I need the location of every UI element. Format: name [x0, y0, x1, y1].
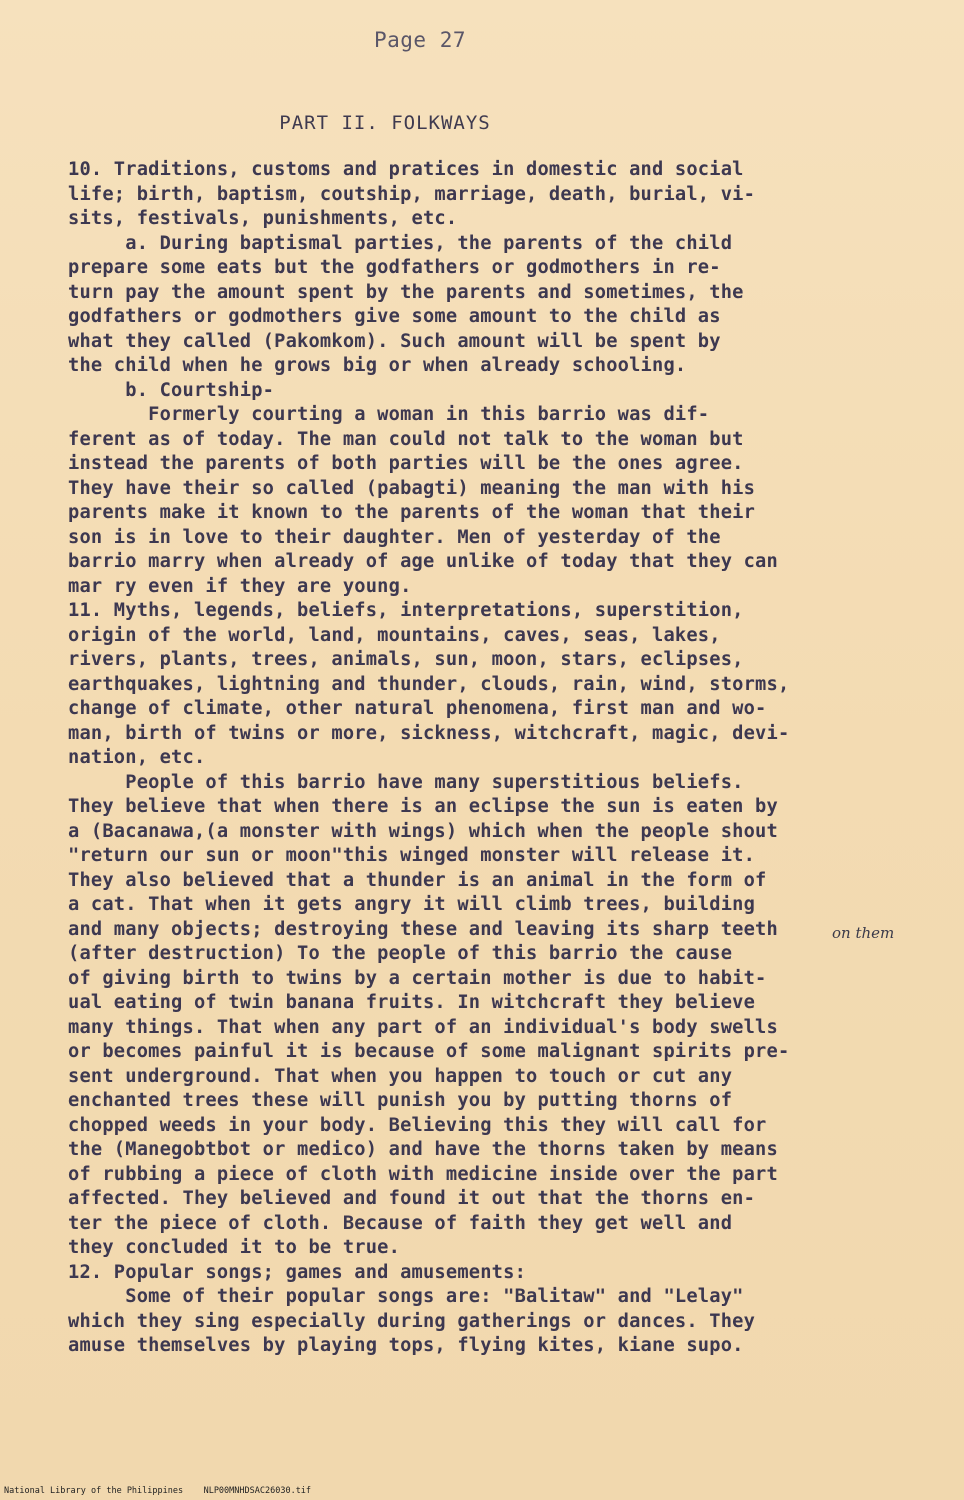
text-line: chopped weeds in your body. Believing this they will call for: [68, 1114, 767, 1136]
text-line: People of this barrio have many superstitious beliefs.: [68, 771, 744, 793]
text-line: parents make it known to the parents of the woman that their: [68, 502, 756, 523]
text-line: earthquakes, lightning and thunder, clouds, rain, wind, storms,: [68, 673, 790, 695]
text-line: They believe that when there is an eclipse the sun is eaten by: [68, 796, 778, 817]
text-line: Formerly courting a woman in this barrio was dif-: [68, 404, 710, 425]
text-line: ual eating of twin banana fruits. In witchcraft they believe: [68, 992, 756, 1013]
text-line: son is in love to their daughter. Men of yesterday of the: [68, 526, 721, 548]
text-line: b. Courtship-: [68, 379, 275, 401]
text-line: prepare some eats but the godfathers or godmothers in re-: [68, 257, 721, 278]
text-line: or becomes painful it is because of some malignant spirits pre-: [68, 1041, 790, 1062]
text-line: many things. That when any part of an individual's body swells: [68, 1016, 778, 1038]
text-line: affected. They believed and found it out that the thorns en-: [68, 1188, 756, 1209]
text-line: sits, festivals, punishments, etc.: [68, 208, 458, 229]
text-line: which they sing especially during gatherings or dances. They: [68, 1310, 756, 1332]
text-line: (after destruction) To the people of this barrio the cause: [68, 943, 733, 964]
text-line: a (Bacanawa,(a monster with wings) which when the people shout: [68, 820, 778, 842]
text-line: man, birth of twins or more, sickness, witchcraft, magic, devi-: [68, 722, 790, 744]
text-line: enchanted trees these will punish you by putting thorns of: [68, 1090, 733, 1111]
text-line: the child when he grows big or when already schooling.: [68, 355, 687, 376]
text-line: 12. Popular songs; games and amusements:: [68, 1261, 527, 1283]
text-line: 11. Myths, legends, beliefs, interpretations, superstition,: [68, 600, 744, 621]
text-line: a. During baptismal parties, the parents of the child: [68, 232, 733, 254]
text-line: mar ry even if they are young.: [68, 575, 412, 597]
text-line: They have their so called (pabagti) meaning the man with his: [68, 477, 756, 499]
text-line: what they called (Pakomkom). Such amount will be spent by: [68, 330, 721, 352]
body-text: [68, 158, 868, 1359]
text-line: They also believed that a thunder is an animal in the form of: [68, 869, 767, 891]
part-title: PART II. FOLKWAYS: [279, 112, 491, 134]
text-line: turn pay the amount spent by the parents and sometimes, the: [68, 281, 744, 303]
text-line: ter the piece of cloth. Because of faith they get well and: [68, 1212, 733, 1234]
text-line: the (Manegobtbot or medico) and have the thorns taken by means: [68, 1139, 778, 1160]
text-line: Some of their popular songs are: "Balitaw" and "Lelay": [68, 1286, 744, 1307]
archive-footer: National Library of the Philippines NLP00MNHDSAC26030.tif: [4, 1486, 312, 1496]
text-line: of rubbing a piece of cloth with medicine inside over the part: [68, 1163, 778, 1185]
text-line: rivers, plants, trees, animals, sun, moon, stars, eclipses,: [68, 649, 744, 670]
text-line: a cat. That when it gets angry it will climb trees, building: [68, 894, 756, 915]
text-line: instead the parents of both parties will be the ones agree.: [68, 453, 744, 474]
text-line: of giving birth to twins by a certain mother is due to habit-: [68, 967, 767, 989]
text-line: and many objects; destroying these and leaving its sharp teeth: [68, 918, 778, 940]
text-line: origin of the world, land, mountains, caves, seas, lakes,: [68, 624, 721, 646]
text-line: godfathers or godmothers give some amount to the child as: [68, 306, 721, 327]
text-line: sent underground. That when you happen to touch or cut any: [68, 1065, 733, 1087]
text-line: they concluded it to be true.: [68, 1237, 401, 1258]
text-line: barrio marry when already of age unlike of today that they can: [68, 551, 778, 572]
text-line: amuse themselves by playing tops, flying kites, kiane supo.: [68, 1335, 744, 1356]
handwritten-margin-note: on them: [832, 924, 895, 942]
text-line: "return our sun or moon"this winged monster will release it.: [68, 845, 756, 866]
text-line: ferent as of today. The man could not talk to the woman but: [68, 428, 744, 450]
page-number: Page 27: [373, 28, 466, 52]
text-line: change of climate, other natural phenomena, first man and wo-: [68, 698, 767, 719]
text-line: 10. Traditions, customs and pratices in domestic and social: [68, 159, 744, 180]
text-line: nation, etc.: [68, 747, 206, 768]
text-line: life; birth, baptism, coutship, marriage, death, burial, vi-: [68, 183, 756, 205]
